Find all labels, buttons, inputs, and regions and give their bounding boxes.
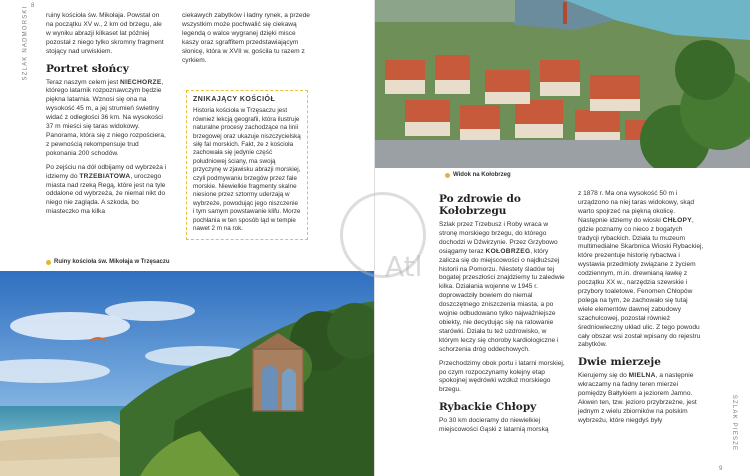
keyword: KOŁOBRZEG [485, 247, 531, 255]
side-label: SZLAK PIESZE [730, 394, 737, 452]
heading-zdrowie: Po zdrowie do Kołobrzegu [439, 193, 521, 217]
heading-portret: Portret słońcy [46, 62, 129, 75]
side-label: SZLAK NADMORSKI [22, 5, 29, 81]
left-column-2 [182, 12, 310, 70]
right-page [375, 0, 750, 476]
paragraph: Po zejściu na dół odbijamy od wybrzeża i idziemy do TRZEBIATOWA, uroczego miasta nad rzeką Regą, które jest na tyle oddalone od wybrzeża, że niemal nikt do niego nie zagląda. A szkoda, bo miasteczko ma kilka [46, 163, 167, 216]
paragraph: ciekawych zabytków i ładny rynek, a przede wszystkim może pochwalić się ciekawą legendą o walce wygranej dzięki misce kaszy oraz sgraffitem przedstawiającym słonicę, która w XVII w. gościła tu razem z cyrkiem. [182, 12, 310, 64]
paragraph: Szlak przez Trzebusz i Roby wraca w stronę morskiego brzegu, do którego dochodzi w Dźwirzynie. Przez Grzybowo osiągamy teraz KOŁOBRZEG, który zalicza się do miejscowości o najdłuższej historii na Pomorzu. Niestety śladów tej bogatej przeszłości znajdziemy tu zaledwie kilka. Działania wojenne w 1945 r. doprowadziły bowiem do niemal doszczętnego zniszczenia miasta, a po wojnie odbudowano tylko najważniejsze obiekty, nie decydując się na ratowanie starówki. Działa tu też uzdrowisko, w którym leczy się choroby kardiologiczne i schorzenia dróg oddechowych. [439, 221, 565, 353]
photo-caption: Ruiny kościoła św. Mikołaja w Trzęsaczu [46, 259, 170, 265]
paragraph: Po 30 km docieramy do niewielkiej miejscowości Gąski z latarnią morską [439, 417, 549, 434]
ruins-photo [0, 271, 375, 476]
city-illustration [375, 0, 750, 168]
keyword: TRZEBIATOWA [79, 172, 131, 180]
bullet-icon [46, 260, 51, 265]
bullet-icon [445, 173, 450, 178]
page-number: 9 [719, 466, 723, 472]
left-column-1 [46, 12, 168, 222]
info-box-text: Historia kościoła w Trzęsaczu jest również lekcją geografii, która ilustruje naturalne procesy zachodzące na linii brzegowej oraz ukazuje niszczycielską siłę fal morskich. Fakt, że z kościoła zachowała się jedynie część południowej ściany, ma swoją przyczynę w zjawisku abrazji morskiej, czyli podmywaniu brzegów przez fale morskie. Niewielkie fragmenty skalne niesione przez sztormy uderzają w wybrzeże, powodując jego niszczenie i tym samym powstawanie klifu. Morze pochłania w ten sposób ląd w tempie nawet 2 m na rok. [193, 107, 301, 233]
heading-mierzeje: Dwie mierzeje [578, 356, 661, 369]
right-column-1 [439, 187, 565, 440]
paragraph: Teraz naszym celem jest NIECHORZE, którego latarnik rozpoznawczym będzie piękna latarnia. Wznosi się ona na wysokość 45 m, a jej strumień świetlny widać z odległości 36 km. Na wysokości 37 m mieści się taras widokowy. Panorama, która się z niego rozpościera, z pewnością rekompensuje trud pokonania 200 schodów. [46, 78, 166, 157]
info-box-title: ZNIKAJĄCY KOŚCIÓŁ [193, 96, 276, 103]
paragraph: ruiny kościoła św. Mikołaja. Powstał on na początku XV w., 2 km od brzegu, ale w wyniku abrazji kilkaset lat później pozostał z niego tylko skromny fragment stojący nad urwiskiem. [46, 12, 164, 55]
page-number: 8 [31, 3, 35, 9]
ruins-illustration [0, 271, 375, 476]
keyword: NIECHORZE [120, 78, 162, 86]
paragraph: Przechodzimy obok portu i latarni morskiej, po czym rozpoczynamy kolejny etap spokojnej wędrówki wzdłuż morskiego brzegu. [439, 359, 565, 394]
watermark-text: Atl [385, 250, 423, 283]
paragraph: z 1878 r. Ma ona wysokość 50 m i urządzono na niej taras widokowy, skąd warto spojrzeć na piękną okolicę. Następnie idziemy do wioski CHŁOPY, gdzie poznamy co nieco z bogatych tradycji rybackich. Działa tu muzeum multimedialne Skarbnica Wioski Rybackiej, które prezentuje historię rybactwa i wystawia przedmioty związane z życiem codziennym, m.in. drewnianą ławkę z początku XX w., narzędzia szewskie i przybory toaletowe. Fenomen Chłopów polega na tym, że zachowało się tutaj wiele elementów dawnej zabudowy szachulcowej, pozostał również średniowieczny układ ulic. Z tego powodu cały obszar wsi został wpisany do rejestru zabytków. [578, 190, 704, 349]
keyword: CHŁOPY [662, 216, 692, 224]
keyword: MIELNA [628, 372, 656, 380]
photo-caption: Widok na Kołobrzeg [445, 172, 511, 178]
right-column-2 [578, 190, 704, 431]
paragraph: Kierujemy się do MIELNA, a następnie wkraczamy na fadny teren mierzei pomiędzy Bałtykiem a jeziorem Jamno. Akwen ten, tzw. jezioro przybrzeżne, jest jednym z wielu zbiorników na polskim wybrzeżu, które niegdyś były [578, 372, 697, 424]
kolobrzeg-photo [375, 0, 750, 168]
info-box [186, 90, 308, 240]
heading-rybackie: Rybackie Chłopy [439, 401, 537, 414]
